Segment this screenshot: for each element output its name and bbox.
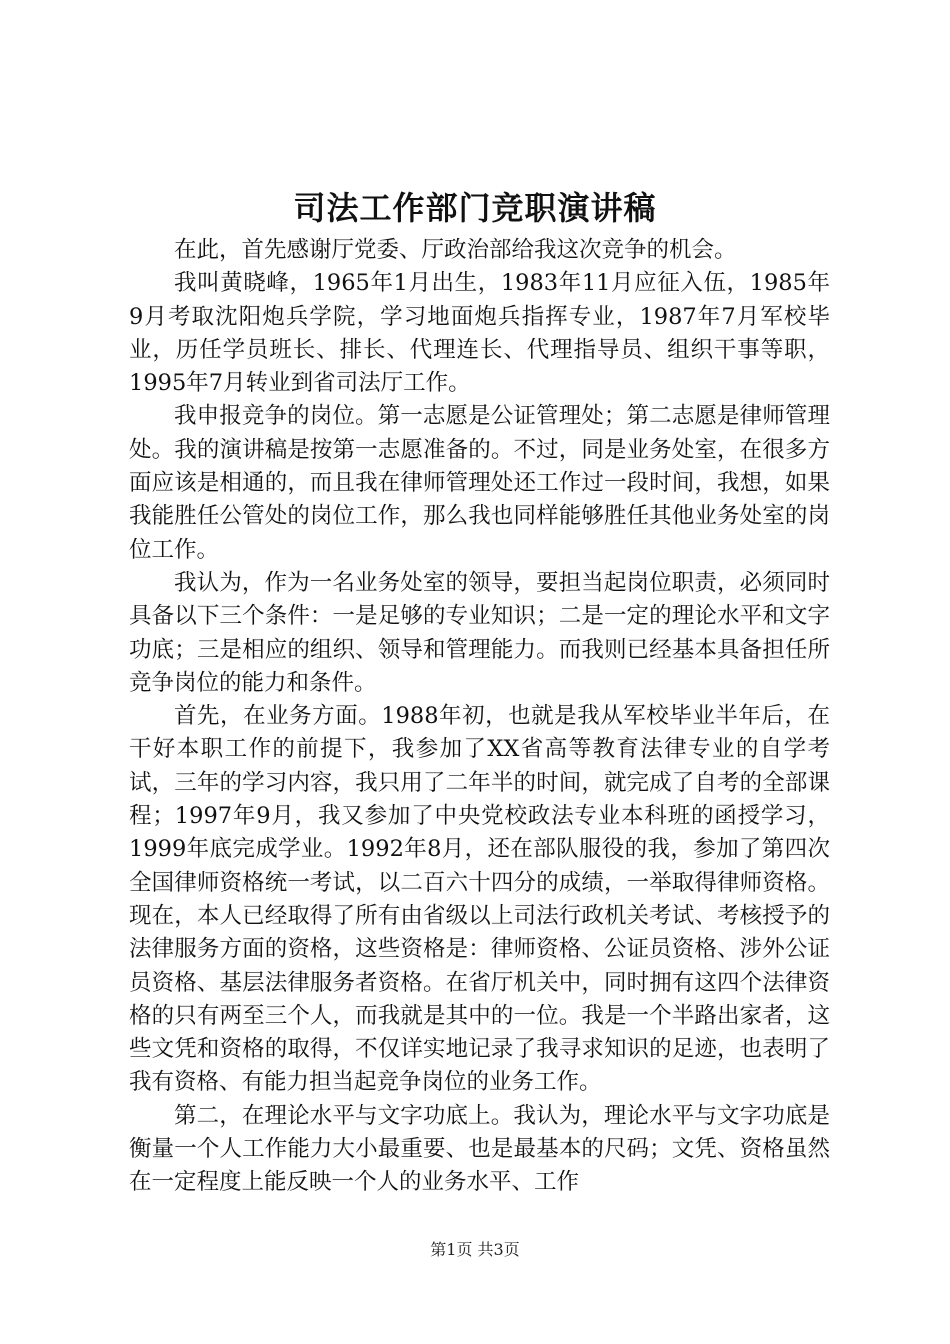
paragraph-professional-qualifications: 首先，在业务方面。1988年初，也就是我从军校毕业半年后，在干好本职工作的前提下，我参加了XX省高等教育法律专业的自学考试，三年的学习内容，我只用了二年半的时间，就完成了自考的全部课程；1997年9月，我又参加了中央党校政法专业本科班的函授学习，1999年底完成学业。1992年8月，还在部队服役的我，参加了第四次全国律师资格统一考试，以二百六十四分的成绩，一举取得律师资格。现在，本人已经取得了所有由省级以上司法行政机关考试、考核授予的法律服务方面的资格，这些资格是：律师资格、公证员资格、涉外公证员资格、基层法律服务者资格。在省厅机关中，同时拥有这四个法律资格的只有两至三个人，而我就是其中的一位。我是一个半路出家者，这些文凭和资格的取得，不仅详实地记录了我寻求知识的足迹，也表明了我有资格、有能力担当起竞争岗位的业务工作。 bbox=[129, 703, 830, 1096]
paragraph-requirements: 我认为，作为一名业务处室的领导，要担当起岗位职责，必须同时具备以下三个条件：一是足够的专业知识；二是一定的理论水平和文字功底；三是相应的组织、领导和管理能力。而我则已经基本具备担任所竞争岗位的能力和条件。 bbox=[129, 569, 830, 696]
document-body bbox=[129, 234, 830, 1200]
page-number-footer: 第1页 共3页 bbox=[430, 1240, 520, 1259]
document-title: 司法工作部门竞职演讲稿 bbox=[293, 189, 657, 227]
paragraph-self-introduction: 我叫黄晓峰，1965年1月出生，1983年11月应征入伍，1985年9月考取沈阳炮兵学院，学习地面炮兵指挥专业，1987年7月军校毕业，历任学员班长、排长、代理连长、代理指导员、组织干事等职，1995年7月转业到省司法厅工作。 bbox=[129, 270, 830, 397]
paragraph-theory-and-writing: 第二，在理论水平与文字功底上。我认为，理论水平与文字功底是衡量一个人工作能力大小最重要、也是最基本的尺码；文凭、资格虽然在一定程度上能反映一个人的业务水平、工作 bbox=[129, 1102, 830, 1196]
paragraph-opening: 在此，首先感谢厅党委、厅政治部给我这次竞争的机会。 bbox=[174, 237, 737, 263]
paragraph-position-choice: 我申报竞争的岗位。第一志愿是公证管理处；第二志愿是律师管理处。我的演讲稿是按第一志愿准备的。不过，同是业务处室，在很多方面应该是相通的，而且我在律师管理处还工作过一段时间，我想，如果我能胜任公管处的岗位工作，那么我也同样能够胜任其他业务处室的岗位工作。 bbox=[129, 403, 830, 563]
